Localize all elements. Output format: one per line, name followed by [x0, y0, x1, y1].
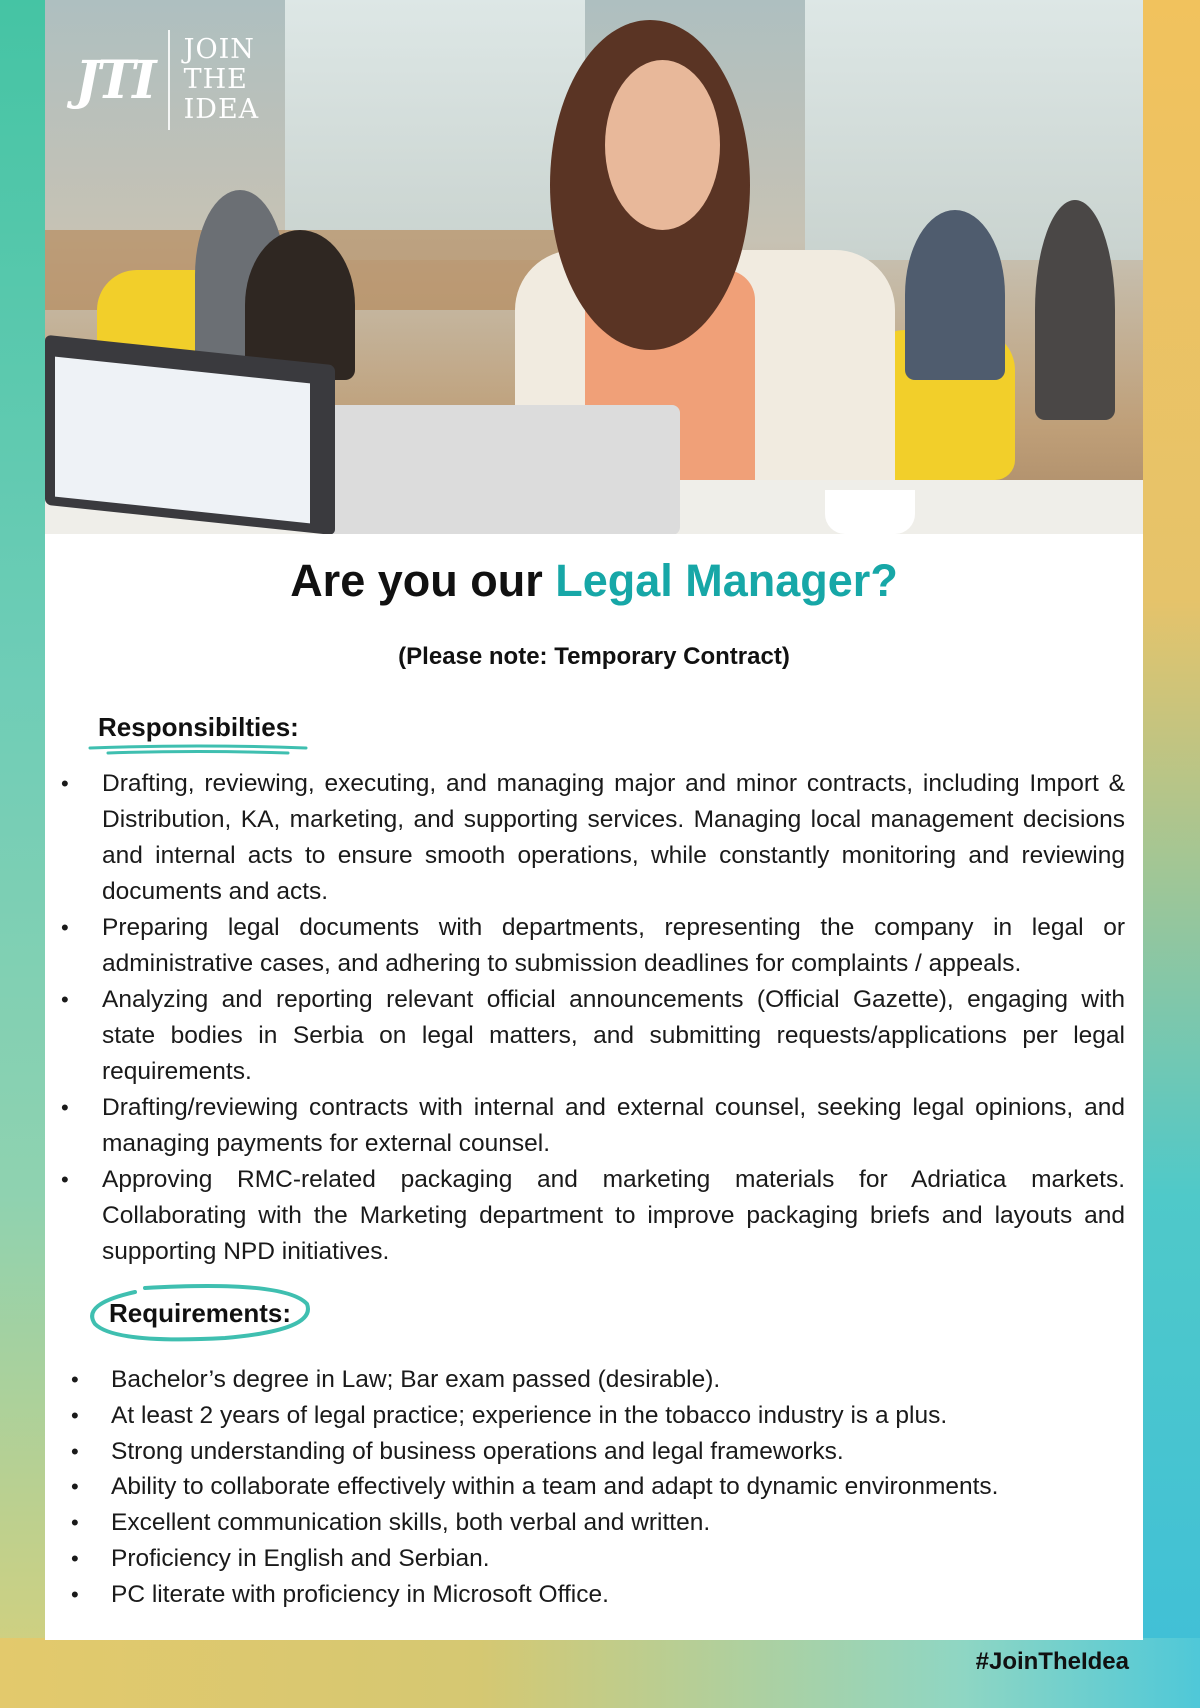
list-item: • Analyzing and reporting relevant official announcements (Official Gazette), engaging with state bodies in Serbia on legal matters, and submitting requests/applications per legal requirements. [55, 982, 1125, 1090]
header-photo [45, 0, 1143, 534]
list-item: • Preparing legal documents with departments, representing the company in legal or administrative cases, and adhering to submission deadlines for complaints / appeals. [55, 910, 1125, 982]
list-item: • Drafting, reviewing, executing, and managing major and minor contracts, including Import & Distribution, KA, marketing, and supporting services. Managing local management decisions and internal acts to ensure smooth operations, while constantly monitoring and reviewing documents and acts. [55, 766, 1125, 910]
logo-words [184, 35, 260, 125]
list-item: • Proficiency in English and Serbian. [65, 1541, 1125, 1577]
requirements-list [65, 1362, 1125, 1613]
list-item: • At least 2 years of legal practice; experience in the tobacco industry is a plus. [65, 1398, 1125, 1434]
responsibilities-underline [88, 744, 308, 756]
requirements-heading: Requirements: [109, 1298, 292, 1328]
list-item: • Bachelor’s degree in Law; Bar exam passed (desirable). [65, 1362, 1125, 1398]
list-item: • Drafting/reviewing contracts with internal and external counsel, seeking legal opinions, and managing payments for external counsel. [55, 1090, 1125, 1162]
page-title [45, 555, 1143, 607]
list-item: • Ability to collaborate effectively within a team and adapt to dynamic environments. [65, 1469, 1125, 1505]
contract-note: (Please note: Temporary Contract) [398, 643, 790, 670]
job-ad-card [45, 0, 1143, 1640]
list-item: • PC literate with proficiency in Microsoft Office. [65, 1577, 1125, 1613]
list-item: • Excellent communication skills, both verbal and written. [65, 1505, 1125, 1541]
responsibilities-heading: Responsibilties: [98, 712, 299, 742]
title-accent: Legal Manager? [555, 555, 898, 606]
jti-logo-mark: JTI [75, 49, 154, 111]
hashtag: #JoinTheIdea [975, 1648, 1129, 1675]
title-prefix: Are you our [290, 555, 556, 606]
logo-word-1: JOIN [183, 34, 255, 65]
jti-logo [75, 30, 259, 130]
list-item: • Approving RMC-related packaging and marketing materials for Adriatica markets. Collaborating with the Marketing department to improve packaging briefs and layouts and supporting NPD initiatives. [55, 1162, 1125, 1270]
list-item: • Strong understanding of business operations and legal frameworks. [65, 1434, 1125, 1470]
logo-word-3: IDEA [183, 94, 260, 125]
logo-word-2: THE [183, 64, 248, 95]
responsibilities-list [55, 766, 1125, 1270]
logo-divider [168, 30, 170, 130]
